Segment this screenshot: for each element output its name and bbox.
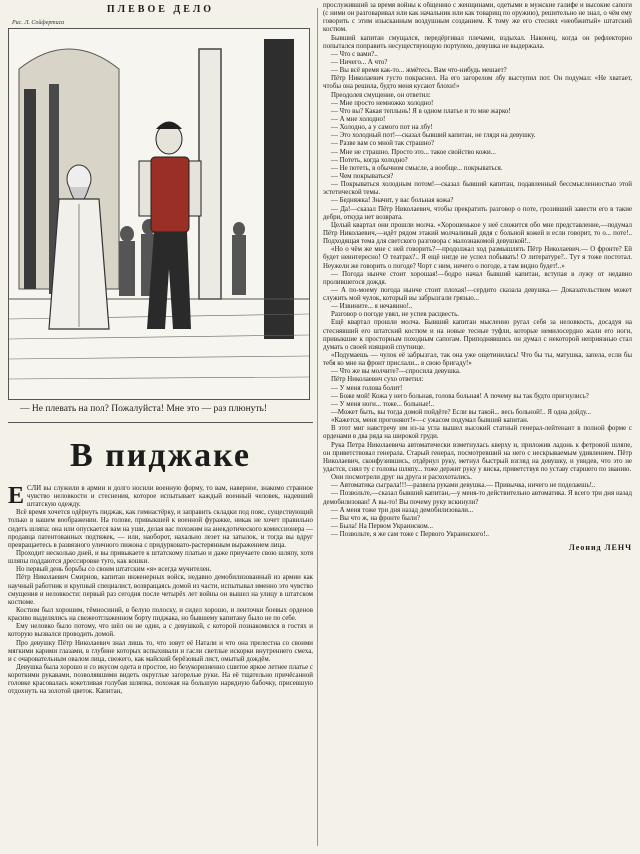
paragraph: — Что вы? Какая теплынь! Я в одном платье и то мне жарко! <box>331 107 511 115</box>
paragraph: Рука Петра Николаевича автоматически взметнулась кверху и, приложив ладонь к фетровой шляпе, он приветствовал генерала. Старый генерал, посмотревший на него с нескрываемым удивлением. Пётр Николаевич, сконфузившись, отдёрнул руку, метнул быстрый взгляд на девушку, и увидев, что это не удастся, снял ту с головы шляпу... тоже держит руку у виска, приветствуя по уставу старшего по званию. <box>323 441 632 474</box>
paragraph: — Разве вам со мной так страшно? <box>331 140 435 148</box>
paragraph: Бывший капитан смущался, передёргивал плечами, вздыхал. Наконец, когда он рефлекторно попытался поправить несуществующую портупею, девушка не выдержала. <box>323 34 632 50</box>
cartoon-drawing <box>9 29 309 399</box>
paragraph: — Что с вами?.. <box>331 50 378 58</box>
paragraph: Ещё квартал прошли молча. Бывший капитан мысленно ругал себя за неловкость, досадуя на стеснявший его штатский костюм и на новые тесные туфли, которые немилосердно жали его ноги, привыкшие к просторным походным сапогам. Приподнявшись он думал с некоторой неприязнью стал думать о своей изящной спутнице. <box>323 319 632 351</box>
paragraph: — Что же вы молчите?—спросила девушка. <box>331 368 461 376</box>
paragraph: Всё время хочется одёрнуть пиджак, как гимнастёрку, и заправить складки под пояс, существующий только в вашем воображении. На голове, привыкшей к военной фуражке, никак не хочет правильно сидеть шляпа: она или опускается вам на уши, делая вас похожим на анекдотического комиссионера — продавца патентованных подтяжек, — или, наоборот, нахально лезет на затылок, и тогда вы вдруг превращаетесь в развязного уличного пижона с придурковато-растерянным выражением лица. <box>8 509 313 549</box>
paragraph: — Мне не страшно. Просто это... такое свойство кожи... <box>331 148 496 156</box>
paragraph: прослуживший за время войны к общению с женщинами, одетыми в мужские галифе и высокие сапоги (с ними он разговаривал или как начальник или как товарищ по оружию), решительно не знал, о чём ему говорить с этим изысканным воздушным созданием. К тому же его стеснял «необжитый» штатский костюм. <box>323 2 632 34</box>
paragraph: Разговор о погоде увял, не успев расцвесть. <box>331 311 460 319</box>
paragraph: «Подумаешь — чулок её забрызгал, так она уже ощетинилась! Что бы ты, матушка, запела, если бы тебя ко мне на фронт прислали... в свою бригаду!» <box>323 352 632 368</box>
paragraph: — А меня тоже три дня назад демобилизовали... <box>331 506 474 514</box>
story-text-right <box>323 2 632 539</box>
paragraph: «Но о чём же мне с ней говорить?—продолжал ход размышлять Пётр Николаевич.— О фронте? Ей будет неинтересно! О театрах?.. Я ещё нигде не успел побывать! О литературе?.. Тут я тоже постотал. Неужели же говорить о погоде? Чорт с ним, ничего о погоде, а там видно будет!..» <box>323 246 632 270</box>
paragraph: — Потеть, когда холодно? <box>331 156 408 164</box>
paragraph: Пётр Николаевич Смирнов, капитан инженерных войск, недавно демобилизованный из армии как научный работник и крупный специалист, возвращаясь домой из части, испытывал именно это чувство смущения и неловкости: первый раз сегодня после четырёх лет войны он вышел на улицу в штатском костюме. <box>8 574 313 606</box>
paragraph: Ему неловко было потому, что шёл он не один, а с девушкой, с которой познакомился в гостях и которую вызвался проводить домой. <box>8 623 313 639</box>
paragraph: — Это холодный пот!—сказал бывший капитан, не глядя на девушку. <box>331 132 536 140</box>
illustration-credit: Рис. Л. Сойфертиса <box>12 20 65 26</box>
paragraph: — Вы что ж, на фронте были? <box>331 514 420 522</box>
paragraph: — Бедняжка! Значит, у вас больная кожа? <box>331 197 454 205</box>
paragraph: Но первый день борьбы со своим штатским «я» всегда мучителен. <box>16 566 212 574</box>
paragraph: — У меня голова болит! <box>331 384 403 392</box>
paragraph: — Боже мой! Кожа у него больная, голова больная! А почему вы так будто пригнулись? <box>331 392 589 400</box>
paragraph: Целый квартал они прошли молча. «Хорошенькое у неё сложится обо мне представление,—подумал Пётр Николаевич,—идёт рядом этакий молчаливый дядя с больной кожей и если говорит, то о... поте!.. Подходящая тема для светского разговора с малознакомой девушкой!.. <box>323 221 632 246</box>
paragraph: — Чем покрываться? <box>331 172 394 180</box>
author-signature: Леонид ЛЕНЧ <box>568 543 632 553</box>
paragraph: — Позвольте,—сказал бывший капитан,—у меня-то действительно автоматика. Я всего три дня назад демобилизован! А вы-то! Вы почему руку вскинули? <box>323 490 632 506</box>
paragraph: — Мне просто немножко холодно! <box>331 99 434 107</box>
paragraph-text: СЛИ вы служили в армии и долго носили военную форму, то вам, наверное, знакомо странное чувство неловкости и стеснения, которое испытывает каждый военный человек, надевший штатскую одежду. <box>27 484 313 509</box>
cartoon-caption: — Не плевать на пол? Пожалуйста! Мне это — раз плюнуть! <box>20 404 268 414</box>
paragraph: Костюм был хорошим, тёмносиний, в белую полоску, и сидел хорошо, и ленточки боевых орденов красиво выделялись на свежеотглаженном борту пиджака, но бывшему капитану было не по себе. <box>8 606 313 623</box>
paragraph: — Да!—сказал Пётр Николаевич, чтобы прекратить разговор о поте, грозивший завести его в такие дебри, откуда нет возврата. <box>323 205 632 221</box>
paragraph: — А по-моему погода нынче стоит плохая!—сердито сказала девушка.— Доказательством может служить мой чулок, который вы забрызгали грязью... <box>323 286 632 303</box>
paragraph: — Автоматика сыграла!!!—развела руками девушка.— Привычка, ничего не поделаешь!.. <box>331 482 596 490</box>
paragraph: Преодолев смущение, он ответил: <box>331 91 431 99</box>
left-column <box>8 4 313 850</box>
story-text-left <box>8 482 313 697</box>
paragraph: Проходит несколько дней, и вы привыкаете к штатскому платью и даже приучаете свою шляпу, хотя шляпы поддаются дрессировке туго, как кошки. <box>8 550 313 566</box>
paragraph: — У меня ноги... тоже... больные!.. <box>331 400 435 408</box>
paragraph: Пётр Николаевич сухо ответил: <box>331 376 424 384</box>
paragraph: — А мне холодно! <box>331 115 386 123</box>
divider <box>8 422 313 423</box>
paragraph: — Была! На Первом Украинском... <box>331 523 433 530</box>
paragraph: — Холодно, а у самого пот на лбу! <box>331 124 433 132</box>
drop-cap: Е <box>8 482 25 509</box>
column-divider <box>317 8 318 846</box>
paragraph: «Кажется, меня прогоняют!»—с ужасом подумал бывший капитан. <box>331 417 529 425</box>
paragraph: —Может быть, вы тогда домой пойдёте? Если вы такой... весь больной!.. Я одна дойду... <box>331 409 591 417</box>
cartoon-illustration <box>8 28 310 400</box>
story-title: В пиджаке <box>69 436 252 474</box>
paragraph: Они посмотрели друг на друга и расхохотались. <box>331 474 472 482</box>
paragraph: — Ничего... А что? <box>331 58 388 66</box>
paragraph: Девушка была хорошо и со вкусом одета в простое, но безукоризненно сшитое яркое летнее платье с короткими рукавами, позволявшими видеть округлые загорелые руки. На её тщательно причёсанной головке красовалась кокетливая голубая шляпка, похожая на большую нарядную бабочку, присевшую отдохнуть на золотой цветок. Капитан, <box>8 663 313 696</box>
paragraph: — Вы всё время как-то... жмётесь. Вам что-нибудь мешает? <box>331 67 507 75</box>
paragraph: Пётр Николаевич густо покраснел. На его загорелом лбу выступил пот. Он подумал: «Не хватает, чтобы она решила, будто меня кусают блохи!» <box>323 75 632 91</box>
paragraph: — Погода нынче стоит хорошая!—бодро начал бывший капитан, вступая в лужу от недавно пролившегося дождя. <box>323 270 632 286</box>
cartoon-title: ПЛЕВОЕ ДЕЛО <box>106 4 215 15</box>
paragraph <box>8 482 313 509</box>
paragraph: — Покрываться холодным потом!—сказал бывший капитан, подавленный бессмысленностью этой эстетической темы. <box>323 181 632 197</box>
paragraph: — Не потеть, в обычном смысле, а вообще... покрываться. <box>331 164 503 172</box>
paragraph: Про девушку Пётр Николаевич знал лишь то, что зовут её Натали и что она прелестна со своими мягкими карими глазами, в глубине которых вспыхивали и гасли светлые искорки внутреннего смеха, и с очаровательным овалом лица, свежего, как майский берёзовый лист, омытый дождём. <box>8 639 313 663</box>
paragraph: — Позвольте, я же сам тоже с Первого Украинского!.. <box>331 531 489 539</box>
paragraph: — Извините... я нечаянно!.. <box>331 303 413 311</box>
right-column <box>323 2 632 850</box>
paragraph: В этот миг навстречу им из-за угла вышел высокий статный генерал-лейтенант в полной форме с орденами в два ряда на широкой груди. <box>323 425 632 441</box>
